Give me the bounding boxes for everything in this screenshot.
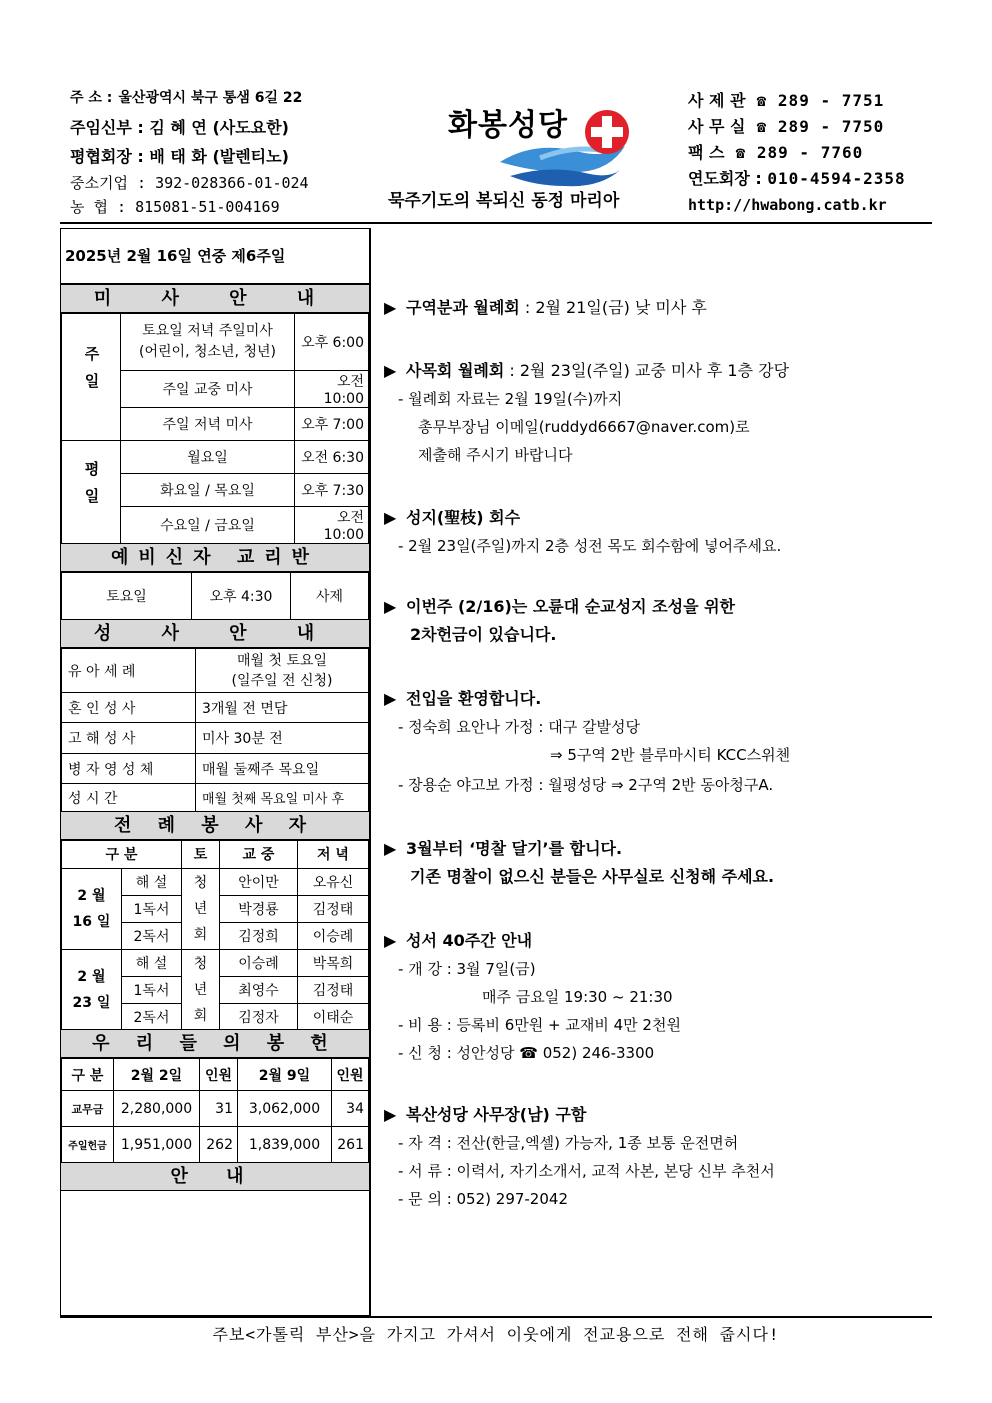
announcement-item: ▶ 3월부터 ‘명찰 달기’를 합니다. 기존 명찰이 없으신 분들은 사무실로 신청해 주세요. (384, 835, 924, 891)
offering-table: 구 분 2월 2일 인원 2월 9일 인원 교무금 2,280,000 31 3,062,000 34 주일헌금 1,951,000 262 1,839,000 261 (61, 1058, 369, 1163)
address-row: 주 소 : 울산광역시 북구 통샘 6길 22 (70, 90, 303, 106)
triangle-bullet-icon: ▶ (384, 298, 397, 317)
triangle-bullet-icon: ▶ (384, 931, 397, 950)
sacrament-section-title: 성 사 안 내 (61, 619, 369, 648)
youth-row: 연도회장 : 010-4594-2358 (688, 169, 906, 188)
patron-saint: 묵주기도의 복되신 동정 마리아 (388, 191, 620, 211)
contact-row: 사 제 관 ☎ 289 - 7751 (688, 91, 885, 110)
announcement-item: ▶ 복산성당 사무장(남) 구함 - 자 격 : 전산(한글,엑셀) 가능자, 1종 보통 운전면허 - 서 류 : 이력서, 자기소개서, 교적 사본, 본당 신부 추천서 - 문 의 : 052) 297-2042 (384, 1101, 924, 1213)
servers-table: 구 분 토 교 중 저 녁 2 월 16 일 해 설 청년회 안이만 오유신 1독서 박경룡 김정태 2독서 김정희 이승례 2 월 23 일 해 설 청년회 이승례 박목희 1독서 최영수 김정태 2독서 김정자 이태순 (61, 840, 369, 1031)
column-divider (369, 228, 371, 1316)
sunday-label: 주일 (62, 314, 121, 441)
bank1-row: 중소기업 : 392-028366-01-024 (70, 174, 309, 192)
catechumen-section-title: 예비신자 교리반 (61, 543, 369, 572)
council-row: 평협회장 : 배 태 화 (발렌티노) (70, 147, 289, 166)
servers-section-title: 전 례 봉 사 자 (61, 811, 369, 840)
catechumen-table: 토요일 오후 4:30 사제 (61, 572, 369, 621)
council-name: 배 태 화 (발렌티노) (149, 147, 289, 166)
website-url[interactable]: http://hwabong.catb.kr (688, 196, 887, 214)
bottom-rule (60, 1316, 932, 1318)
announcement-item: ▶ 성서 40주간 안내 - 개 강 : 3월 7일(금) 매주 금요일 19:30 ~ 21:30 - 비 용 : 등록비 6만원 + 교재비 4만 2천원 - 신 청 : 성안성당 ☎ 052) 246-3300 (384, 927, 924, 1067)
parish-logo (440, 100, 640, 190)
mass-section-title: 미 사 안 내 (61, 284, 369, 313)
header-info (70, 84, 370, 219)
announcement-item: ▶ 사목회 월례회 : 2월 23일(주일) 교중 미사 후 1층 강당 - 월례회 자료는 2월 19일(수)까지 총무부장님 이메일(ruddyd6667@naver.com)로 제출해 주시기 바랍니다 (384, 357, 924, 469)
notice-section-title: 안 내 (61, 1162, 369, 1191)
left-column (60, 228, 369, 1316)
triangle-bullet-icon: ▶ (384, 689, 397, 708)
announcement-item: ▶ 이번주 (2/16)는 오륜대 순교성지 조성을 위한 2차헌금이 있습니다. (384, 593, 924, 649)
bank2-row: 농 협 : 815081-51-004169 (70, 198, 280, 216)
weekday-label: 평일 (62, 441, 121, 544)
announcement-item: ▶ 구역분과 월례회 : 2월 21일(금) 낮 미사 후 (384, 294, 924, 322)
triangle-bullet-icon: ▶ (384, 839, 397, 858)
announcement-item: ▶ 전입을 환영합니다. - 정숙희 요안나 가정 : 대구 갈발성당 ⇒ 5구역 2반 블루마시티 KCC스위첸 - 장용순 야고보 가정 : 월평성당 ⇒ 2구역 2반 동아청구A. (384, 685, 924, 799)
triangle-bullet-icon: ▶ (384, 508, 397, 527)
footer-message: 주보<가톨릭 부산>을 가지고 가셔서 이웃에게 전교용으로 전해 줍시다! (212, 1325, 780, 1344)
pastor-name: 김 혜 연 (사도요한) (149, 118, 289, 137)
offering-section-title: 우 리 들 의 봉 헌 (61, 1029, 369, 1058)
announcement-item: ▶ 성지(聖枝) 회수 - 2월 23일(주일)까지 2층 성전 목도 회수함에 넣어주세요. (384, 504, 924, 560)
parish-name: 화봉성당 (448, 108, 568, 143)
sacrament-table: 유 아 세 례 매월 첫 토요일 (일주일 전 신청) 혼 인 성 사 3개월 전 면담 고 해 성 사 미사 30분 전 병 자 영 성 체 매월 둘째주 목요일 성 시 간 매월 첫째 목요일 미사 후 (61, 648, 369, 812)
mass-table: 주일 토요일 저녁 주일미사 (어린이, 청소년, 청년) 오후 6:00 주일 교중 미사 오전 10:00 주일 저녁 미사 오후 7:00 평일 월요일 오전 6:30 화요일 / 목요일 오후 7:30 수요일 / 금요일 오전 10:00 (61, 313, 369, 544)
triangle-bullet-icon: ▶ (384, 1105, 397, 1124)
triangle-bullet-icon: ▶ (384, 597, 397, 616)
triangle-bullet-icon: ▶ (384, 361, 397, 380)
bulletin-date: 2025년 2월 16일 연중 제6주일 (61, 229, 369, 284)
top-rule (60, 222, 932, 224)
address: 울산광역시 북구 통샘 6길 22 (118, 90, 303, 106)
pastor-row: 주임신부 : 김 혜 연 (사도요한) (70, 118, 289, 137)
contact-row: 사 무 실 ☎ 289 - 7750 (688, 117, 885, 136)
contact-row: 팩 스 ☎ 289 - 7760 (688, 143, 864, 162)
contact-info (688, 88, 938, 218)
